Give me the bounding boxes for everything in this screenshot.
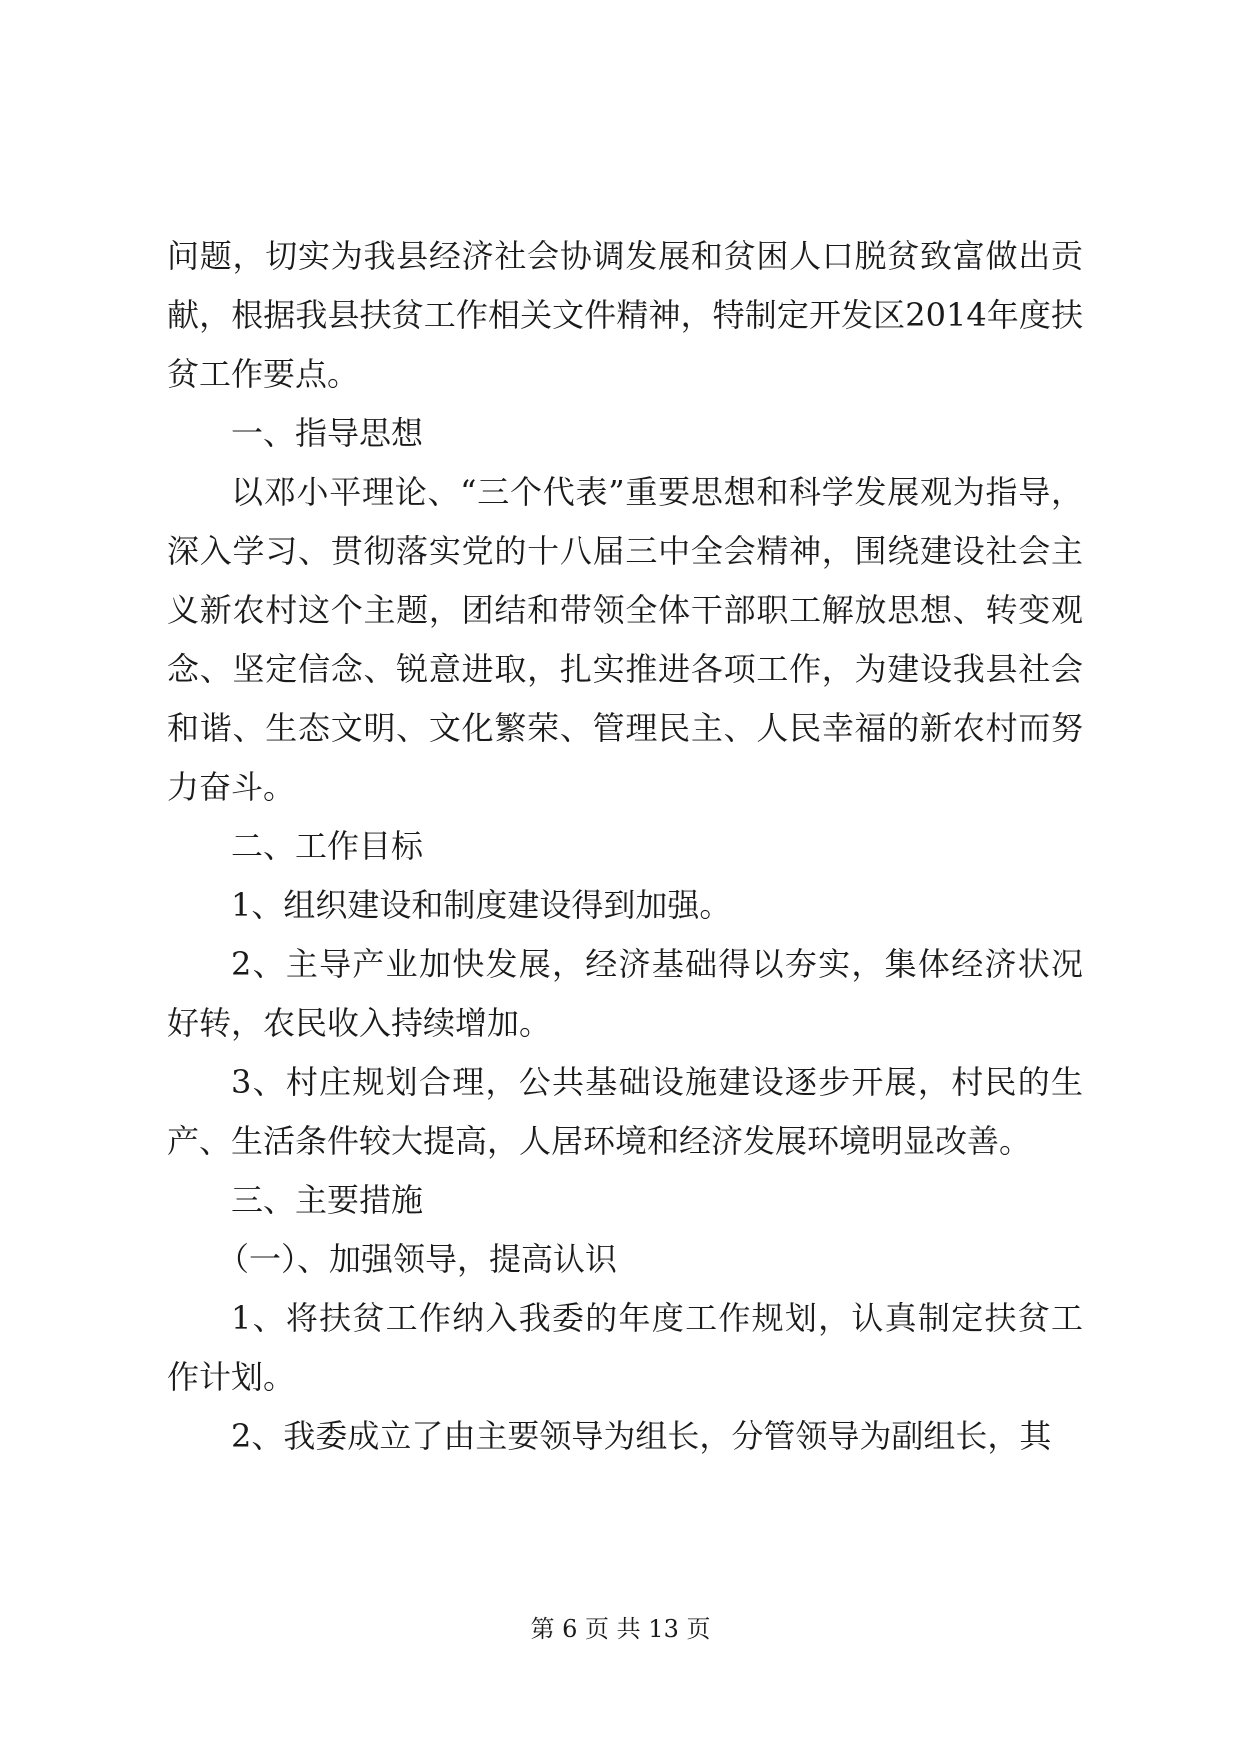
section-heading-work-goals: 二、工作目标	[231, 827, 424, 865]
section-heading-guiding-thought: 一、指导思想	[231, 414, 424, 452]
list-item-goal-3: 3、村庄规划合理，公共基础设施建设逐步开展，村民的生产、生活条件较大提高，人居环境和经济发展环境明显改善。	[167, 1063, 1083, 1160]
list-item-goal-2: 2、主导产业加快发展，经济基础得以夯实，集体经济状况好转，农民收入持续增加。	[167, 945, 1083, 1042]
list-item-measure-1: 1、将扶贫工作纳入我委的年度工作规划，认真制定扶贫工作计划。	[167, 1299, 1083, 1396]
document-body	[167, 227, 1083, 1466]
subsection-heading-leadership: （一）、加强领导，提高认识	[217, 1240, 618, 1278]
paragraph-continuation: 问题，切实为我县经济社会协调发展和贫困人口脱贫致富做出贡献，根据我县扶贫工作相关文件精神，特制定开发区2014年度扶贫工作要点。	[167, 237, 1083, 393]
page-footer	[0, 1614, 1241, 1644]
list-item-goal-1: 1、组织建设和制度建设得到加强。	[231, 886, 732, 924]
paragraph-guiding-thought: 以邓小平理论、“三个代表”重要思想和科学发展观为指导，深入学习、贯彻落实党的十八届三中全会精神，围绕建设社会主义新农村这个主题，团结和带领全体干部职工解放思想、转变观念、坚定信念、锐意进取，扎实推进各项工作，为建设我县社会和谐、生态文明、文化繁荣、管理民主、人民幸福的新农村而努力奋斗。	[167, 473, 1083, 806]
list-item-measure-2: 2、我委成立了由主要领导为组长，分管领导为副组长，其	[231, 1417, 1052, 1455]
section-heading-main-measures: 三、主要措施	[231, 1181, 424, 1219]
page-number-label: 第 6 页 共 13 页	[530, 1615, 711, 1643]
